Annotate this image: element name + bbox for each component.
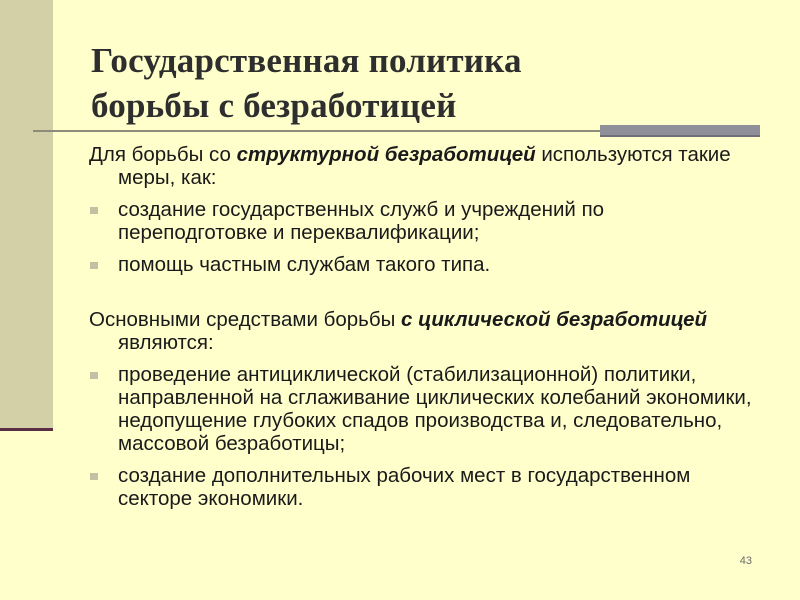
section1-intro-emphasis: структурной безработицей <box>236 143 536 166</box>
square-bullet-icon <box>90 372 98 379</box>
left-decorative-band <box>0 0 53 428</box>
title-line-2: борьбы с безработицей <box>91 86 457 125</box>
list-item-text: помощь частным службам такого типа. <box>118 253 491 276</box>
slide-title <box>91 38 771 128</box>
square-bullet-icon <box>90 262 98 269</box>
section2-intro <box>89 308 759 354</box>
spacer <box>89 354 759 363</box>
list-item-text: создание дополнительных рабочих мест в государственном секторе экономики. <box>118 464 691 510</box>
section1-intro-after: используются такие меры, как: <box>118 143 731 189</box>
title-divider-accent-shadow <box>600 135 760 137</box>
section2-intro-emphasis: с циклической безработицей <box>401 308 708 331</box>
section1-intro-before: Для борьбы со <box>89 143 237 166</box>
list-item <box>89 363 759 455</box>
square-bullet-icon <box>90 207 98 214</box>
square-bullet-icon <box>90 473 98 480</box>
list-item-text: создание государственных служб и учреждений по переподготовке и переквалификации; <box>118 198 605 244</box>
slide-body <box>89 143 759 510</box>
spacer <box>89 189 759 198</box>
list-item-text: проведение антициклической (стабилизационной) политики, направленной на сглаживание циклических колебаний экономики, недопущение глубоких спадов производства и, следовательно, массовой безработицы; <box>118 363 752 455</box>
spacer <box>89 276 759 308</box>
spacer <box>89 455 759 464</box>
spacer <box>89 244 759 253</box>
section2-intro-before: Основными средствами борьбы <box>89 308 402 331</box>
slide-number: 43 <box>739 555 752 567</box>
list-item <box>89 464 759 510</box>
list-item <box>89 253 759 276</box>
left-band-edge-line <box>0 428 53 431</box>
title-divider-line <box>33 130 600 132</box>
list-item <box>89 198 759 244</box>
title-line-1: Государственная политика <box>91 41 522 80</box>
section2-intro-after: являются: <box>118 331 214 354</box>
section1-intro <box>89 143 759 189</box>
